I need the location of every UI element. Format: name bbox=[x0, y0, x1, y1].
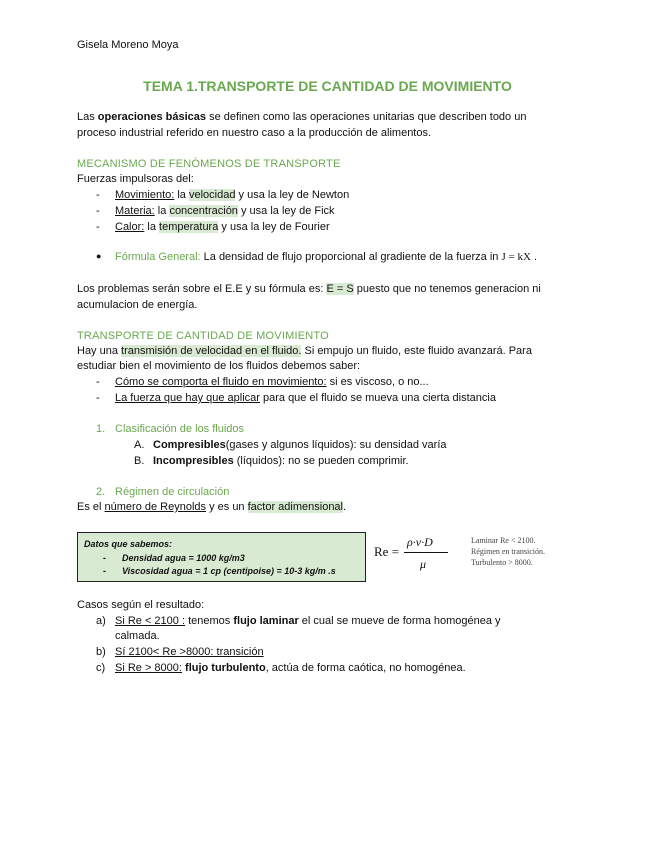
case-laminar-line-2: calmada. bbox=[115, 630, 160, 642]
reynolds-mid: y es un bbox=[206, 501, 248, 513]
force-term: Materia: bbox=[115, 205, 155, 217]
force-rest: y usa la ley de Fick bbox=[237, 205, 335, 217]
equation-numerator: ρ·v·D bbox=[407, 535, 433, 549]
dash-bullet: - bbox=[103, 566, 106, 576]
formula-expression: J = kX bbox=[501, 251, 531, 263]
regime-note-transition: Régimen en transición. bbox=[471, 547, 545, 556]
regime-note-laminar: Laminar Re < 2100. bbox=[471, 536, 536, 545]
know-item-behavior bbox=[115, 376, 429, 388]
momentum-highlight: transmisión de velocidad en el fluido. bbox=[121, 345, 302, 357]
classification-heading: Clasificación de los fluidos bbox=[115, 423, 245, 435]
case-letter-b: b) bbox=[96, 646, 106, 658]
case-letter-c: c) bbox=[96, 662, 106, 674]
case-bold: flujo turbulento bbox=[185, 662, 266, 674]
reynolds-pre: Es el bbox=[77, 501, 105, 513]
class-bold: Incompresibles bbox=[153, 455, 234, 467]
case-laminar bbox=[115, 615, 501, 627]
force-rest: y usa la ley de Fourier bbox=[218, 221, 330, 233]
force-rest: y usa la ley de Newton bbox=[235, 189, 350, 201]
class-letter-a: A. bbox=[134, 439, 145, 451]
dash-bullet: - bbox=[96, 189, 100, 201]
force-term: Movimiento: bbox=[115, 189, 175, 201]
problems-line-1 bbox=[77, 283, 541, 295]
class-item-incompressible bbox=[153, 455, 409, 467]
known-data-viscosity: Viscosidad agua = 1 cp (centipoise) = 10-3 kg/m .s bbox=[122, 566, 336, 576]
force-item-heat bbox=[115, 221, 330, 233]
case-bold: flujo laminar bbox=[233, 615, 299, 627]
force-highlight: temperatura bbox=[159, 221, 219, 233]
force-item-matter bbox=[115, 205, 335, 217]
known-data-box bbox=[77, 532, 366, 582]
case-letter-a: a) bbox=[96, 615, 106, 627]
formula-text: La densidad de flujo proporcional al gradiente de la fuerza in bbox=[200, 251, 502, 263]
force-mid: la bbox=[154, 205, 170, 217]
problems-rest: puesto que no tenemos generacion ni bbox=[353, 283, 541, 295]
cases-label: Casos según el resultado: bbox=[77, 599, 205, 611]
reynolds-end: . bbox=[343, 501, 347, 513]
problems-pre: Los problemas serán sobre el E.E y su fórmula es: bbox=[77, 283, 327, 295]
round-bullet: ● bbox=[96, 251, 102, 261]
formula-label: Fórmula General: bbox=[115, 251, 201, 263]
case-condition: Sí 2100< Re >8000: transición bbox=[115, 646, 264, 658]
list-number-1: 1. bbox=[96, 423, 106, 435]
intro-bold-term: operaciones básicas bbox=[97, 111, 207, 123]
case-turbulent bbox=[115, 662, 466, 674]
dash-bullet: - bbox=[96, 205, 100, 217]
dash-bullet: - bbox=[96, 376, 100, 388]
momentum-line-2: estudiar bien el movimiento de los fluidos debemos saber: bbox=[77, 360, 361, 372]
fraction-bar bbox=[404, 552, 448, 553]
class-letter-b: B. bbox=[134, 455, 145, 467]
intro-rest: se definen como las operaciones unitarias que describen todo un bbox=[206, 111, 527, 123]
reynolds-highlight: factor adimensional bbox=[247, 501, 343, 513]
known-data-density: Densidad agua = 1000 kg/m3 bbox=[122, 553, 245, 563]
author-name: Gisela Moreno Moya bbox=[77, 39, 179, 51]
regime-note-turbulent: Turbulento > 8000. bbox=[471, 558, 533, 567]
case-mid: tenemos bbox=[185, 615, 234, 627]
equation-denominator: μ bbox=[420, 557, 427, 571]
class-rest: (gases y algunos líquidos): su densidad varía bbox=[225, 439, 447, 451]
problems-highlight: E = S bbox=[326, 283, 354, 295]
reynolds-line bbox=[77, 501, 346, 513]
regime-heading: Régimen de circulación bbox=[115, 486, 230, 498]
forces-label: Fuerzas impulsoras del: bbox=[77, 173, 194, 185]
know-underlined: La fuerza que hay que aplicar bbox=[115, 392, 260, 404]
force-term: Calor: bbox=[115, 221, 145, 233]
case-condition: Si Re < 2100 : bbox=[115, 615, 186, 627]
page-title: TEMA 1.TRANSPORTE DE CANTIDAD DE MOVIMIENTO bbox=[143, 78, 512, 94]
general-formula: Fórmula General: La densidad de flujo proporcional al gradiente de la fuerza in J = kX . bbox=[115, 251, 538, 263]
class-bold: Compresibles bbox=[153, 439, 226, 451]
case-rest: , actúa de forma caótica, no homogénea. bbox=[265, 662, 466, 674]
case-rest: el cual se mueve de forma homogénea y bbox=[298, 615, 501, 627]
momentum-pre: Hay una bbox=[77, 345, 122, 357]
class-rest: (líquidos): no se pueden comprimir. bbox=[233, 455, 409, 467]
intro-pre: Las bbox=[77, 111, 98, 123]
momentum-line-1 bbox=[77, 345, 532, 357]
force-mid: la bbox=[174, 189, 189, 201]
problems-line-2: acumulacion de energía. bbox=[77, 299, 198, 311]
dash-bullet: - bbox=[103, 553, 106, 563]
list-number-2: 2. bbox=[96, 486, 106, 498]
section-heading-mechanism: MECANISMO DE FENÓMENOS DE TRANSPORTE bbox=[77, 158, 341, 170]
known-data-heading: Datos que sabemos: bbox=[84, 539, 173, 549]
equation-lhs: Re = bbox=[374, 544, 400, 559]
know-underlined: Cómo se comporta el fluido en movimiento: bbox=[115, 376, 327, 388]
class-item-compressible bbox=[153, 439, 447, 451]
dash-bullet: - bbox=[96, 392, 100, 404]
section-heading-momentum: TRANSPORTE DE CANTIDAD DE MOVIMIENTO bbox=[77, 330, 329, 342]
dash-bullet: - bbox=[96, 221, 100, 233]
know-rest: para que el fluido se mueva una cierta distancia bbox=[259, 392, 496, 404]
force-highlight: velocidad bbox=[188, 189, 236, 201]
intro-line-2: proceso industrial referido en nuestro caso a la producción de alimentos. bbox=[77, 127, 432, 139]
momentum-rest: Si empujo un fluido, este fluido avanzará. Para bbox=[301, 345, 532, 357]
force-item-movement bbox=[115, 189, 349, 201]
know-rest: si es viscoso, o no... bbox=[326, 376, 429, 388]
intro-line-1 bbox=[77, 111, 526, 123]
know-item-force bbox=[115, 392, 496, 404]
case-transition bbox=[115, 646, 264, 658]
case-condition: Si Re > 8000: bbox=[115, 662, 182, 674]
force-mid: la bbox=[144, 221, 160, 233]
force-highlight: concentración bbox=[169, 205, 238, 217]
reynolds-underlined: número de Reynolds bbox=[104, 501, 207, 513]
